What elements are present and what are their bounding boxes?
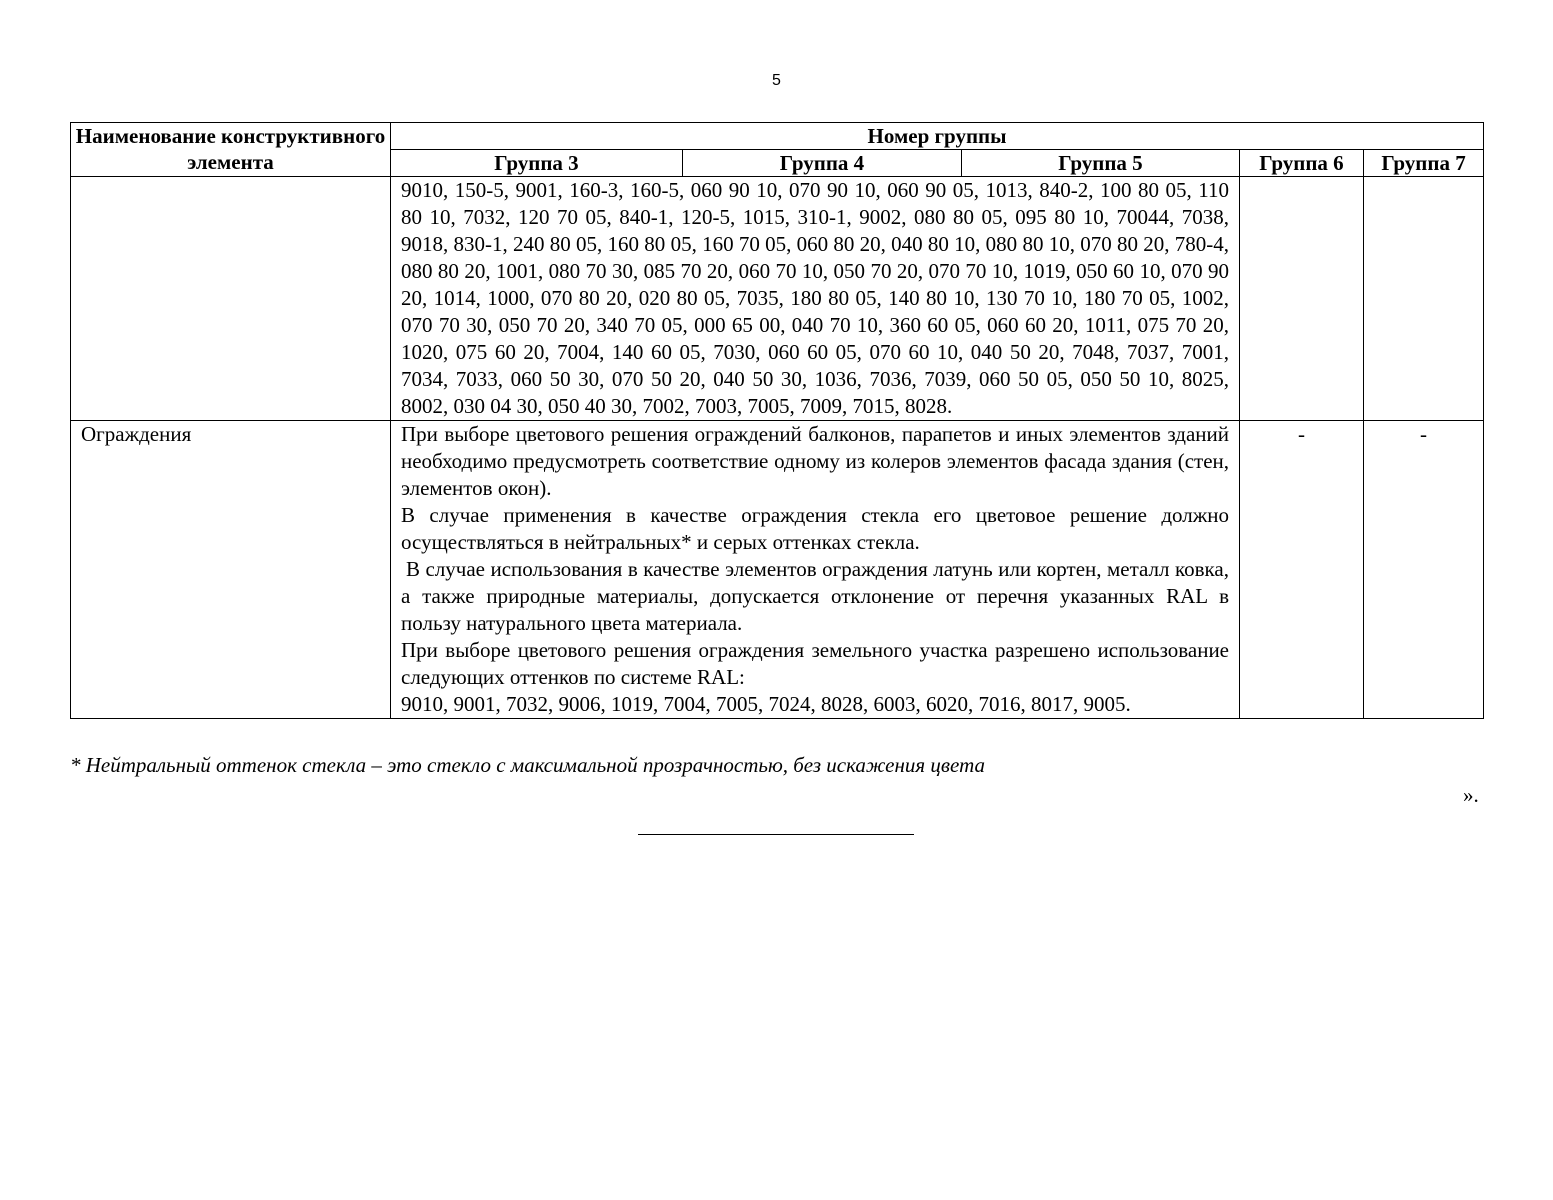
header-group-5: Группа 5 [962, 150, 1240, 177]
header-group-7: Группа 7 [1364, 150, 1484, 177]
table-row [71, 421, 1484, 719]
header-element-name: Наименование конструктивного элемента [71, 123, 391, 177]
row-fencing-description [391, 421, 1240, 719]
header-group-4: Группа 4 [683, 150, 962, 177]
header-group-3: Группа 3 [391, 150, 683, 177]
end-rule [638, 834, 914, 835]
row-group-6-value [1240, 177, 1364, 421]
row-group-7-value: - [1364, 421, 1484, 719]
table-row [71, 177, 1484, 421]
row-element-name [71, 177, 391, 421]
closing-quote: ». [1463, 783, 1479, 807]
paragraph-glass-fencing: В случае применения в качестве ограждения стекла его цветовое решение должно осуществляться в нейтральных* и серых оттенках стекла. [401, 503, 1229, 554]
row-element-name: Ограждения [71, 421, 391, 719]
header-group-number: Номер группы [391, 123, 1484, 150]
row-group-6-value: - [1240, 421, 1364, 719]
page-number: 5 [772, 72, 781, 89]
table-header-row-1 [71, 123, 1484, 150]
color-groups-table [70, 122, 1484, 719]
paragraph-balcony-fencing: При выборе цветового решения ограждений балконов, парапетов и иных элементов зданий необходимо предусмотреть соответствие одному из колеров элементов фасада здания (стен, элементов окон). [401, 422, 1229, 500]
header-group-6: Группа 6 [1240, 150, 1364, 177]
row-color-codes: 9010, 150-5, 9001, 160-3, 160-5, 060 90 10, 070 90 10, 060 90 05, 1013, 840-2, 100 80 05, 110 80 10, 7032, 120 70 05, 840-1, 120-5, 1015, 310-1, 9002, 080 80 05, 095 80 10, 70044, 7038, 9018, 830-1, 240 80 05, 160 80 05, 160 70 05, 060 80 20, 040 80 10, 080 80 10, 070 80 20, 780-4, 080 80 20, 1001, 080 70 30, 085 70 20, 060 70 10, 050 70 20, 070 70 10, 1019, 050 60 10, 070 90 20, 1014, 1000, 070 80 20, 020 80 05, 7035, 180 80 05, 140 80 10, 130 70 10, 180 70 05, 1002, 070 70 30, 050 70 20, 340 70 05, 000 65 00, 040 70 10, 360 60 05, 060 60 20, 1011, 075 70 20, 1020, 075 60 20, 7004, 140 60 05, 7030, 060 60 05, 070 60 10, 040 50 20, 7048, 7037, 7001, 7034, 7033, 060 50 30, 070 50 20, 040 50 30, 1036, 7036, 7039, 060 50 05, 050 50 10, 8025, 8002, 030 04 30, 050 40 30, 7002, 7003, 7005, 7009, 7015, 8028. [391, 177, 1240, 421]
paragraph-land-plot: При выборе цветового решения ограждения земельного участка разрешено использование следующих оттенков по системе RAL: [401, 638, 1229, 689]
paragraph-ral-list: 9010, 9001, 7032, 9006, 1019, 7004, 7005, 7024, 8028, 6003, 6020, 7016, 8017, 9005. [401, 692, 1131, 716]
footnote: * Нейтральный оттенок стекла – это стекло с максимальной прозрачностью, без искажения цвета [70, 753, 986, 777]
paragraph-materials: В случае использования в качестве элементов ограждения латунь или кортен, металл ковка, а также природные материалы, допускается отклонение от перечня указанных RAL в пользу натурального цвета материала. [401, 557, 1229, 635]
row-group-7-value [1364, 177, 1484, 421]
